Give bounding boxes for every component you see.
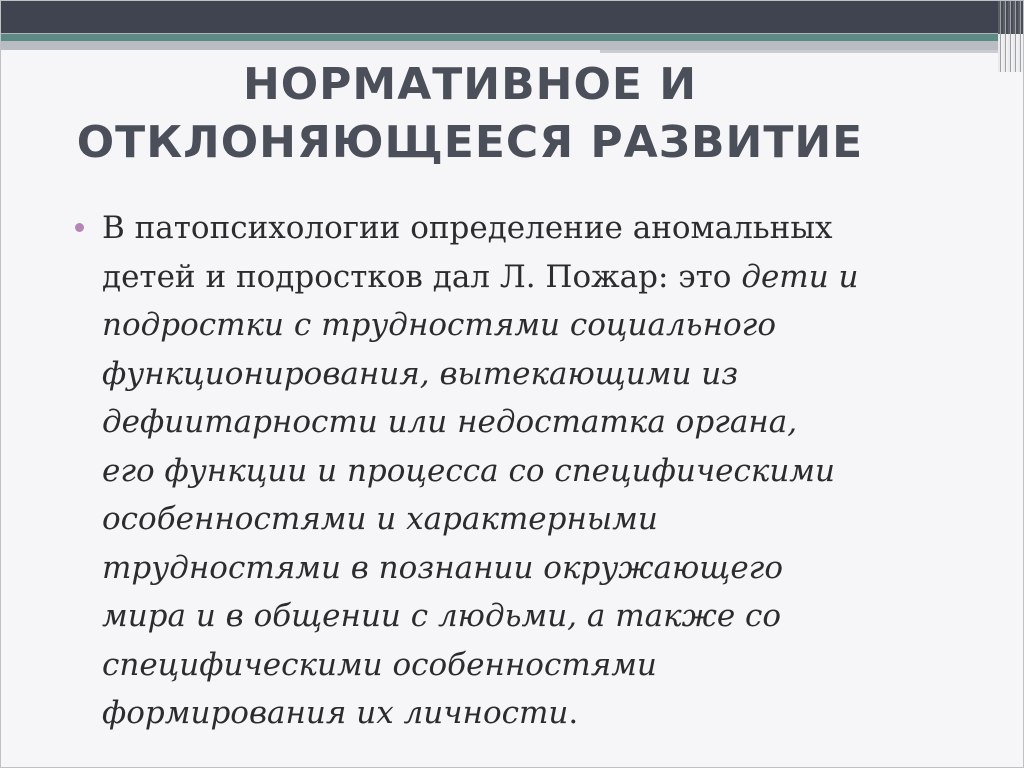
body-line-2-italic: дети и — [741, 258, 859, 295]
gray-stripe — [0, 41, 1000, 50]
body-line-11 — [102, 689, 970, 738]
slide-title — [40, 56, 900, 172]
thin-stripe — [600, 50, 1000, 53]
body-line-4: функционирования, вытекающими из — [102, 355, 739, 392]
bullet-dot-icon — [75, 223, 84, 232]
body-line-2-text: детей и подростков дал Л. Пожар: это — [102, 258, 742, 295]
body-line-11-tail: . — [568, 695, 579, 731]
body-line-3: подростки с трудностями социального — [102, 307, 776, 343]
slide-title-line-2: ОТКЛОНЯЮЩЕЕСЯ РАЗВИТИЕ — [76, 117, 864, 168]
body-line-2 — [102, 253, 970, 302]
teal-stripe — [0, 34, 1000, 41]
body-line-9: мира и в общении с людьми, а также со — [102, 598, 782, 634]
body-line-5: дефиитарности или недостатка органа, — [102, 404, 798, 440]
bullet-list — [70, 204, 970, 738]
slide-title-line-1: НОРМАТИВНОЕ И — [242, 59, 698, 110]
body-line-6: его функции и процесса со специфическими — [102, 452, 835, 489]
body-line-11-italic: формирования их личности — [102, 695, 569, 731]
body-line-8: трудностями в познании окружающего — [102, 549, 784, 586]
edge-dark-stripes-decoration — [998, 0, 1024, 34]
top-decorative-band — [0, 0, 1024, 34]
body-line-7: особенностями и характерными — [102, 501, 658, 537]
bullet-item — [70, 204, 970, 738]
body-line-10: специфическими особенностями — [102, 646, 657, 683]
body-line-1 — [102, 204, 970, 253]
body-line-1-text: В патопсихологии определение аномальных — [102, 210, 833, 246]
